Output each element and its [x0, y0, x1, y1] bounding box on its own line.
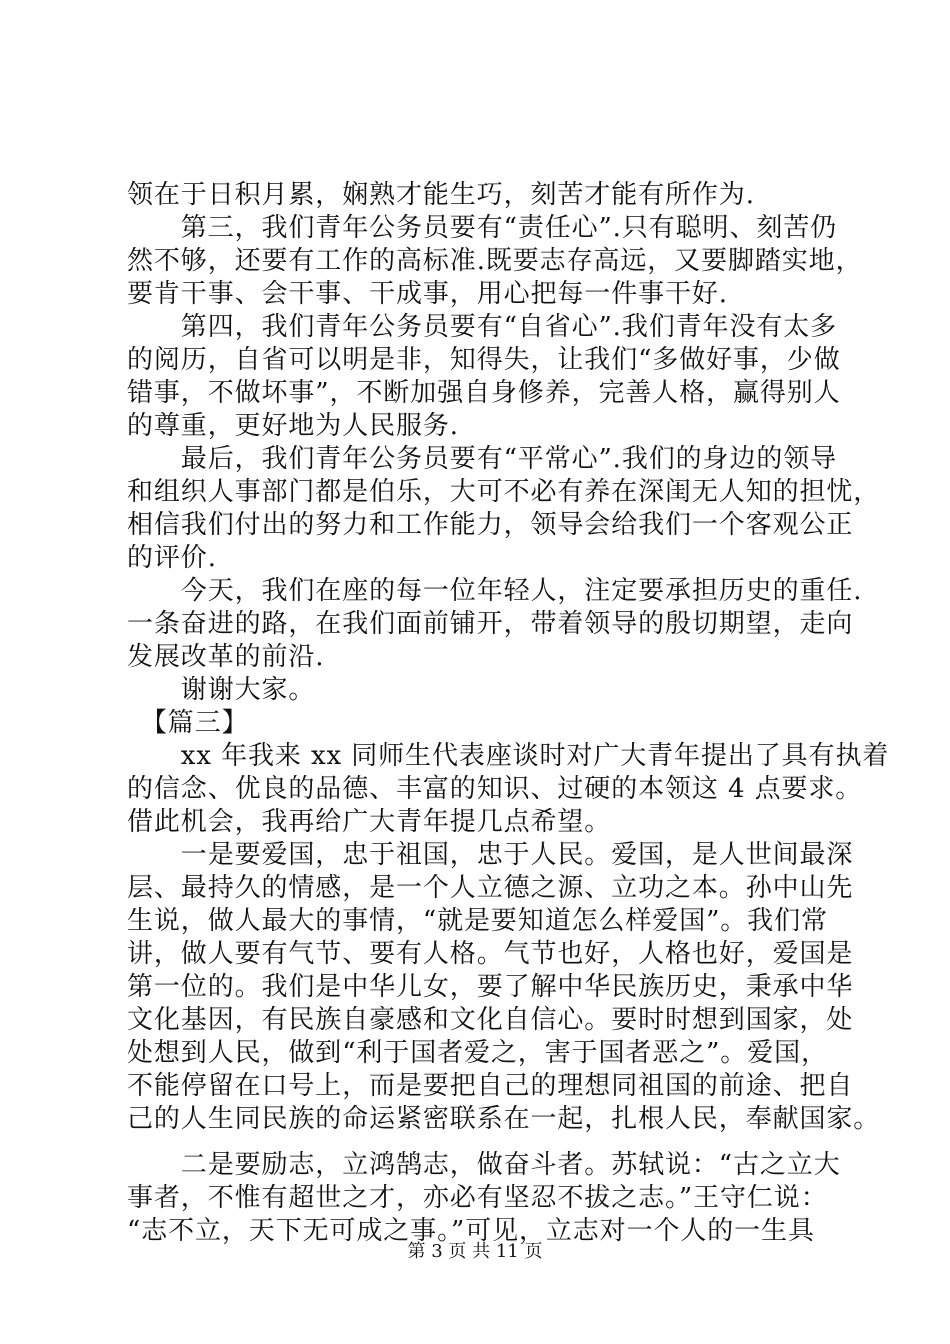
text-line: 不能停留在口号上，而是要把自己的理想同祖国的前途、把自 [127, 1071, 854, 1101]
text-line: 的信念、优良的品德、丰富的知识、过硬的本领这 4 点要求。 [127, 774, 863, 804]
section-heading: 【篇三】 [127, 708, 249, 738]
text-line: 谢谢大家。 [127, 675, 316, 705]
text-line: 事者，不惟有超世之才，亦必有坚忍不拔之志。”王守仁说： [127, 1183, 828, 1213]
text-line: 讲，做人要有气节、要有人格。气节也好，人格也好，爱国是 [127, 939, 854, 969]
text-line: 要肯干事、会干事、干成事，用心把每一件事干好. [127, 279, 728, 309]
text-line: 的评价. [127, 543, 217, 573]
text-line: 的阅历，自省可以明是非，知得失，让我们“多做好事，少做 [127, 345, 841, 375]
text-line: 第四，我们青年公务员要有“自省心”.我们青年没有太多 [127, 312, 838, 342]
text-line: 然不够，还要有工作的高标准.既要志存高远，又要脚踏实地， [127, 246, 863, 276]
text-line: 二是要励志，立鸿鹄志，做奋斗者。苏轼说：“古之立大 [127, 1150, 841, 1180]
text-line: 己的人生同民族的命运紧密联系在一起，扎根人民，奉献国家。 [127, 1104, 881, 1134]
text-line: 错事，不做坏事”，不断加强自身修养，完善人格，赢得别人 [127, 378, 841, 408]
text-line: 一是要爱国，忠于祖国，忠于人民。爱国，是人世间最深 [127, 840, 854, 870]
text-line: 处想到人民，做到“利于国者爱之，害于国者恶之”。爱国， [127, 1038, 828, 1068]
text-line: 文化基因，有民族自豪感和文化自信心。要时时想到国家，处 [127, 1005, 854, 1035]
text-line: 发展改革的前沿. [127, 642, 325, 672]
text-line: 一条奋进的路，在我们面前铺开，带着领导的殷切期望，走向 [127, 609, 854, 639]
text-line: 最后，我们青年公务员要有“平常心”.我们的身边的领导 [127, 444, 838, 474]
text-line: xx 年我来 xx 同师生代表座谈时对广大青年提出了具有执着 [127, 741, 890, 771]
text-line: 的尊重，更好地为人民服务. [127, 411, 459, 441]
text-line: 层、最持久的情感，是一个人立德之源、立功之本。孙中山先 [127, 873, 854, 903]
page-footer: 第 3 页 共 11 页 [407, 1241, 543, 1262]
text-line: 相信我们付出的努力和工作能力，领导会给我们一个客观公正 [127, 510, 854, 540]
text-line: 第三，我们青年公务员要有“责任心”.只有聪明、刻苦仍 [127, 213, 838, 243]
text-line: 生说，做人最大的事情，“就是要知道怎么样爱国”。我们常 [127, 906, 828, 936]
text-line: 今天，我们在座的每一位年轻人，注定要承担历史的重任. [127, 576, 863, 606]
text-line: 领在于日积月累，娴熟才能生巧，刻苦才能有所作为. [127, 180, 755, 210]
text-line: “志不立，天下无可成之事。”可见，立志对一个人的一生具 [127, 1216, 815, 1246]
text-line: 借此机会，我再给广大青年提几点希望。 [127, 807, 612, 837]
text-line: 第一位的。我们是中华儿女，要了解中华民族历史，秉承中华 [127, 972, 854, 1002]
text-line: 和组织人事部门都是伯乐，大可不必有养在深闺无人知的担忧， [127, 477, 881, 507]
